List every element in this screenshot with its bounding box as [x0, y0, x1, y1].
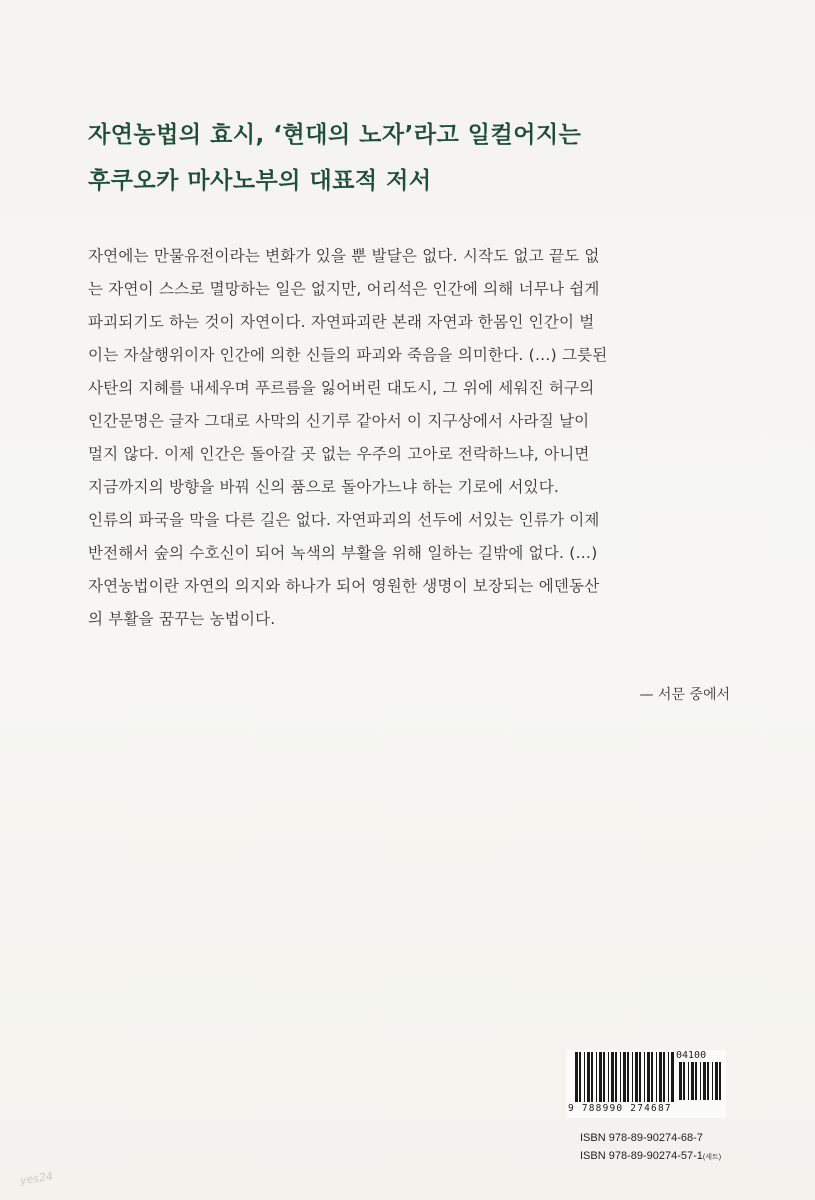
barcode-addon-number: 04100 [676, 1050, 707, 1061]
isbn-line: ISBN 978-89-90274-68-7 [580, 1132, 703, 1144]
body-line: 자연에는 만물유전이라는 변화가 있을 뿐 발달은 없다. 시작도 없고 끝도 없 [88, 247, 600, 265]
body-line: 의 부활을 꿈꾸는 농법이다. [88, 610, 276, 628]
barcode [566, 1050, 726, 1118]
body-line: 파괴되기도 하는 것이 자연이다. 자연파괴란 본래 자연과 한몸인 인간이 벌 [88, 313, 595, 331]
body-line: 지금까지의 방향을 바꿔 신의 품으로 돌아가느냐 하는 기로에 서있다. [88, 478, 559, 496]
body-line: 는 자연이 스스로 멸망하는 일은 없지만, 어리석은 인간에 의해 너무나 쉽게 [88, 280, 600, 298]
body-line: 인간문명은 글자 그대로 사막의 신기루 같아서 이 지구상에서 사라질 날이 [88, 412, 590, 430]
body-line: 이는 자살행위이자 인간에 의한 신들의 파괴와 죽음을 의미한다. (…) 그릇된 [88, 346, 608, 364]
body-text [88, 240, 733, 636]
body-line: 멀지 않다. 이제 인간은 돌아갈 곳 없는 우주의 고아로 전락하느냐, 아니면 [88, 445, 590, 463]
barcode-block [566, 1050, 741, 1175]
headline-line-2: 후쿠오카 마사노부의 대표적 저서 [88, 168, 432, 194]
body-line: 사탄의 지혜를 내세우며 푸르름을 잃어버린 대도시, 그 위에 세워진 허구의 [88, 379, 595, 397]
body-line: 인류의 파국을 막을 다른 길은 없다. 자연파괴의 선두에 서있는 인류가 이제 [88, 511, 600, 529]
barcode-number: 9 788990 274687 [568, 1103, 672, 1114]
source-attribution: — 서문 중에서 [639, 687, 730, 703]
isbn-set-number: ISBN 978-89-90274-57-1 [580, 1150, 703, 1162]
headline [88, 112, 768, 204]
barcode-bars [574, 1052, 674, 1102]
watermark-logo: yes24 [19, 1169, 54, 1188]
headline-line-1: 자연농법의 효시, ‘현대의 노자’라고 일컬어지는 [88, 122, 582, 148]
barcode-addon-bars [678, 1062, 722, 1100]
isbn-line-set [580, 1150, 721, 1162]
body-line: 자연농법이란 자연의 의지와 하나가 되어 영원한 생명이 보장되는 에덴동산 [88, 577, 600, 595]
body-line: 반전해서 숲의 수호신이 되어 녹색의 부활을 위해 일하는 길밖에 없다. (…) [88, 544, 598, 562]
isbn-set-label: (세트) [702, 1154, 722, 1161]
